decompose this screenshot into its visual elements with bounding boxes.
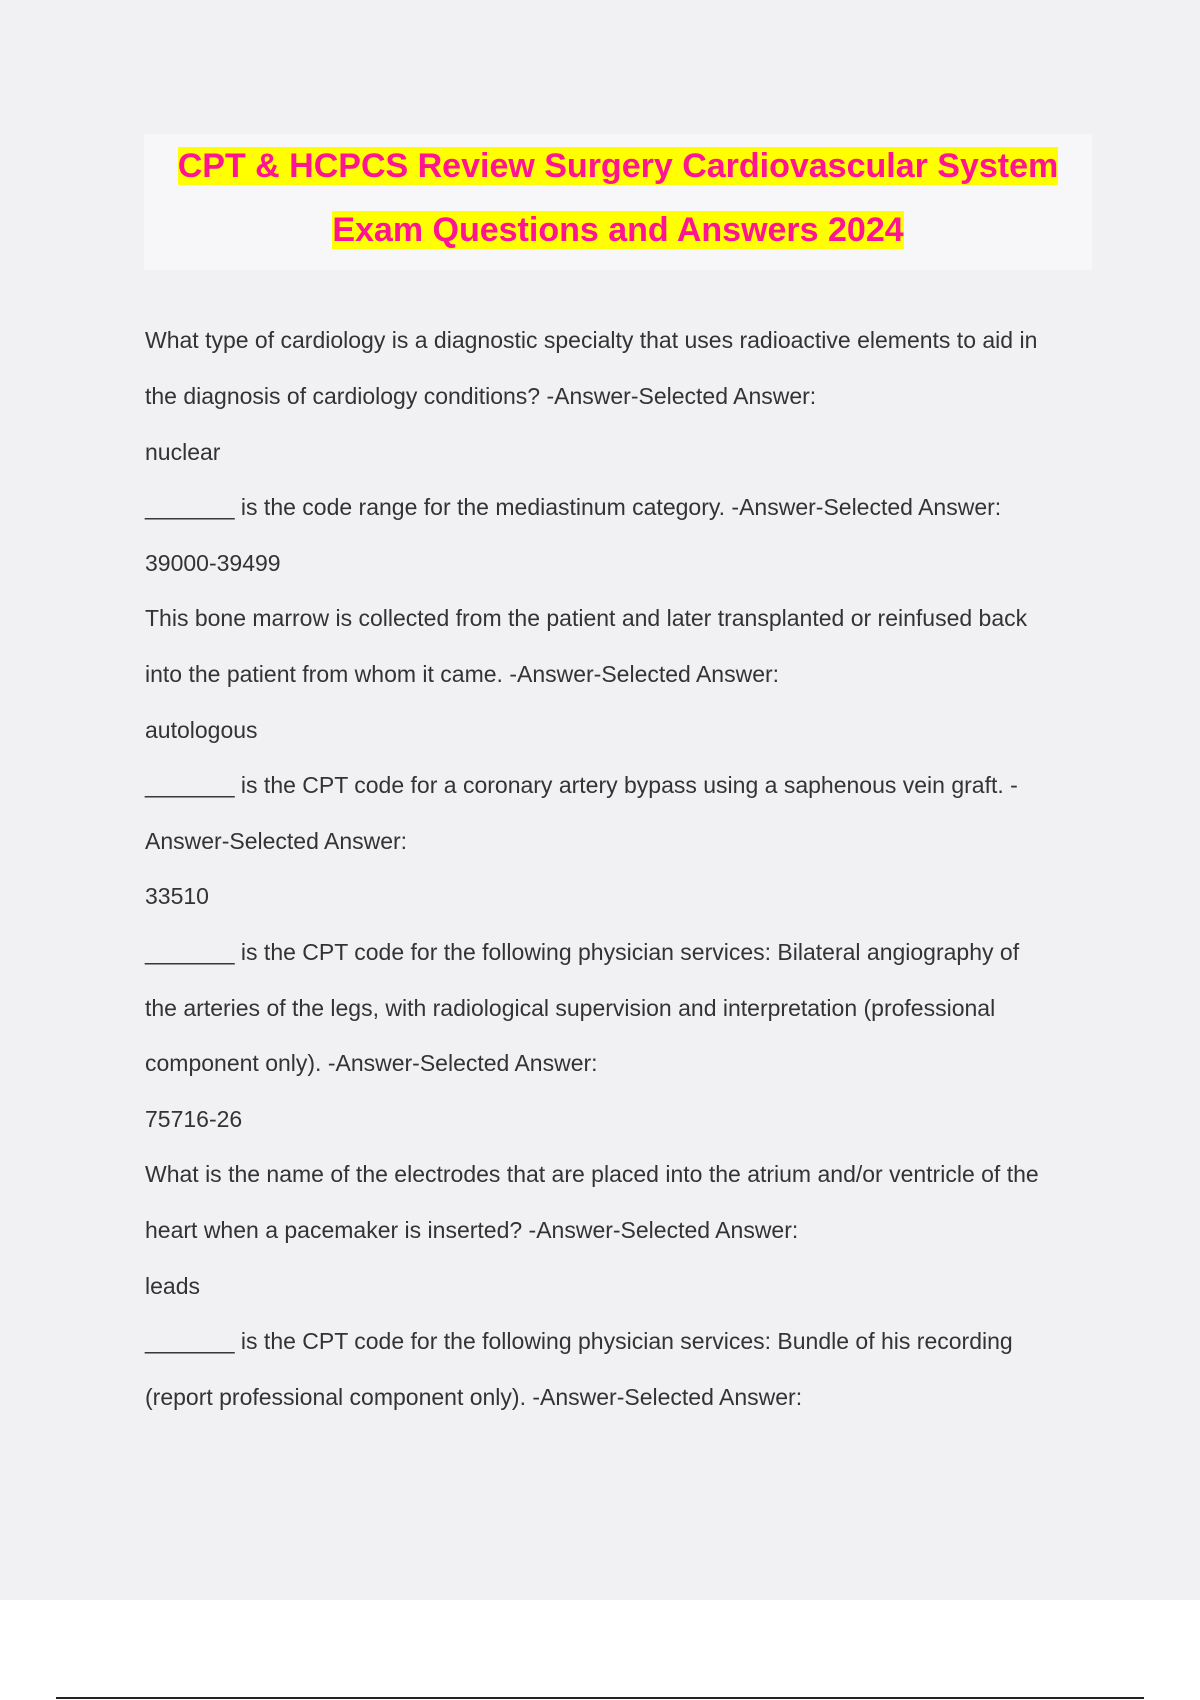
question-text-line: _______ is the CPT code for the following physician services: Bundle of his recording bbox=[145, 1328, 1013, 1354]
question-text-line: Answer-Selected Answer: bbox=[145, 828, 408, 854]
title-line-1: CPT & HCPCS Review Surgery Cardiovascular System bbox=[177, 147, 1059, 185]
question-text-line: What is the name of the electrodes that are placed into the atrium and/or ventricle of the bbox=[145, 1161, 1039, 1187]
answer-text: 39000-39499 bbox=[145, 550, 281, 576]
question-text-line: heart when a pacemaker is inserted? -Answer-Selected Answer: bbox=[145, 1217, 799, 1243]
question-text-line: _______ is the CPT code for the following physician services: Bilateral angiography of bbox=[145, 939, 1020, 965]
answer-text: nuclear bbox=[145, 439, 221, 465]
answer-text: 33510 bbox=[145, 883, 209, 909]
question-text-line: _______ is the code range for the mediastinum category. -Answer-Selected Answer: bbox=[145, 494, 1002, 520]
title-line-2: Exam Questions and Answers 2024 bbox=[332, 211, 904, 249]
question-text-line: (report professional component only). -Answer-Selected Answer: bbox=[145, 1384, 803, 1410]
question-text-line: _______ is the CPT code for a coronary artery bypass using a saphenous vein graft. - bbox=[145, 772, 1018, 798]
document-title bbox=[144, 134, 1092, 270]
question-text-line: What type of cardiology is a diagnostic specialty that uses radioactive elements to aid in bbox=[145, 327, 1038, 353]
answer-text: leads bbox=[145, 1273, 200, 1299]
question-text-line: the arteries of the legs, with radiological supervision and interpretation (professional bbox=[145, 995, 996, 1021]
answer-text: autologous bbox=[145, 717, 258, 743]
question-text-line: component only). -Answer-Selected Answer: bbox=[145, 1050, 598, 1076]
question-text-line: the diagnosis of cardiology conditions? -Answer-Selected Answer: bbox=[145, 383, 817, 409]
question-text-line: This bone marrow is collected from the patient and later transplanted or reinfused back bbox=[145, 605, 1028, 631]
question-text-line: into the patient from whom it came. -Answer-Selected Answer: bbox=[145, 661, 780, 687]
answer-text: 75716-26 bbox=[145, 1106, 243, 1132]
page-divider bbox=[56, 1697, 1144, 1699]
